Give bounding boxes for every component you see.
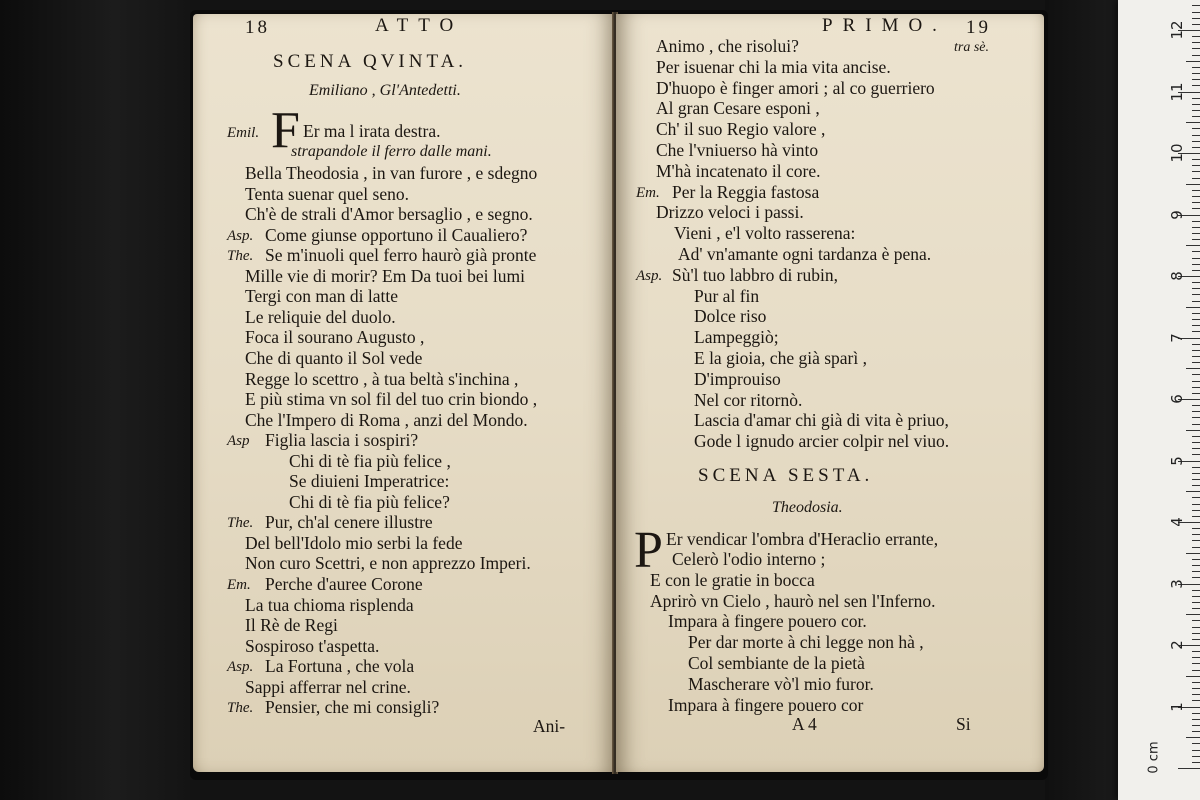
verse-line: Per la Reggia fastosa xyxy=(672,181,820,202)
ruler-tick xyxy=(1186,737,1200,738)
speaker-label: Em. xyxy=(636,184,660,201)
verse-line: Chi di tè fia più felice , xyxy=(289,450,451,471)
ruler-tick xyxy=(1192,110,1200,111)
right-page xyxy=(616,14,1044,772)
ruler-tick xyxy=(1192,48,1200,49)
first-verse-line: Er vendicar l'ombra d'Heraclio errante, xyxy=(666,529,939,549)
ruler-number: 8 xyxy=(1168,271,1186,281)
ruler-tick xyxy=(1192,313,1200,314)
ruler-tick xyxy=(1192,171,1200,172)
aside-direction: tra sè. xyxy=(954,40,989,55)
ruler-tick xyxy=(1192,85,1200,86)
ruler-tick xyxy=(1192,350,1200,351)
ruler-tick xyxy=(1192,700,1200,701)
verse-line: Per dar morte à chi legge non hà , xyxy=(688,632,924,653)
ruler-tick xyxy=(1192,448,1200,449)
verse-line: La Fortuna , che vola xyxy=(265,656,415,677)
ruler-tick xyxy=(1192,528,1200,529)
ruler-tick xyxy=(1192,233,1200,234)
speaker-label: The. xyxy=(227,700,254,717)
verse-line: Sospiroso t'aspetta. xyxy=(245,635,380,656)
ruler-tick xyxy=(1192,98,1200,99)
ruler-tick xyxy=(1192,504,1200,505)
ruler-unit-label: 0 cm xyxy=(1146,741,1162,774)
verse-line: Ch'è de strali d'Amor bersaglio , e segno. xyxy=(245,204,533,225)
scene-characters: Theodosia. xyxy=(772,499,843,516)
ruler-tick xyxy=(1192,356,1200,357)
measurement-ruler xyxy=(1118,0,1200,800)
verse-line: Bella Theodosia , in van furore , e sdegno xyxy=(245,163,538,183)
verse-line: D'huopo è finger amori ; al co guerriero xyxy=(656,77,935,98)
ruler-tick xyxy=(1192,24,1200,25)
scene-characters: Emiliano , Gl'Antedetti. xyxy=(309,82,461,99)
verse-line: Al gran Cesare esponi , xyxy=(656,98,820,119)
verse-line: Nel cor ritornò. xyxy=(694,389,803,410)
ruler-tick xyxy=(1192,239,1200,240)
ruler-tick xyxy=(1192,719,1200,720)
ruler-tick xyxy=(1186,61,1200,62)
ruler-tick xyxy=(1178,768,1200,769)
verse-line: Vieni , e'l volto rasserena: xyxy=(674,223,856,244)
ruler-tick xyxy=(1192,202,1200,203)
left-page xyxy=(193,14,615,772)
right-page-number: 19 xyxy=(966,17,991,38)
verse-line: M'hà incatenato il core. xyxy=(656,160,821,181)
ruler-tick xyxy=(1192,454,1200,455)
ruler-tick xyxy=(1192,417,1200,418)
ruler-tick xyxy=(1192,590,1200,591)
ruler-tick xyxy=(1186,245,1200,246)
ruler-tick xyxy=(1192,178,1200,179)
verse-line: D'improuiso xyxy=(694,368,781,389)
drop-cap-f: F xyxy=(271,102,300,159)
verse-line: Che di quanto il Sol vede xyxy=(245,347,423,368)
ruler-tick xyxy=(1192,319,1200,320)
ruler-tick xyxy=(1192,141,1200,142)
ruler-tick xyxy=(1192,725,1200,726)
ruler-tick xyxy=(1192,294,1200,295)
ruler-tick xyxy=(1192,387,1200,388)
verse-line: E più stima vn sol fil del tuo crin biondo , xyxy=(245,389,538,410)
verse-line: Se diuieni Imperatrice: xyxy=(289,471,450,492)
verse-line: Che l'vniuerso hà vinto xyxy=(656,140,819,160)
ruler-tick xyxy=(1192,547,1200,548)
verse-line: Sù'l tuo labbro di rubin, xyxy=(672,264,838,285)
ruler-tick xyxy=(1192,694,1200,695)
left-catchword: Ani- xyxy=(533,716,566,736)
ruler-number: 1 xyxy=(1168,701,1186,712)
scene-title-sesta: SCENA SESTA. xyxy=(698,465,874,486)
ruler-tick xyxy=(1192,344,1200,345)
ruler-tick xyxy=(1186,184,1200,185)
background-cloth-right xyxy=(1045,0,1120,800)
ruler-tick xyxy=(1192,405,1200,406)
ruler-tick xyxy=(1192,596,1200,597)
ruler-tick xyxy=(1192,467,1200,468)
ruler-tick xyxy=(1192,381,1200,382)
ruler-tick xyxy=(1192,633,1200,634)
verse-line: Drizzo veloci i passi. xyxy=(656,202,804,223)
verse-line: E con le gratie in bocca xyxy=(650,569,815,590)
ruler-tick xyxy=(1192,657,1200,658)
ruler-number: 5 xyxy=(1168,455,1186,466)
ruler-tick xyxy=(1192,750,1200,751)
verse-line: Il Rè de Regi xyxy=(245,615,338,636)
right-running-head: PRIMO. xyxy=(822,15,947,36)
verse-line: Ad' vn'amante ogni tardanza è pena. xyxy=(678,244,932,264)
verse-line: Pensier, che mi consigli? xyxy=(265,697,440,718)
ruler-tick xyxy=(1192,473,1200,474)
ruler-tick xyxy=(1192,196,1200,197)
verse-line: Chi di tè fia più felice? xyxy=(289,491,450,512)
verse-line: Col sembiante de la pietà xyxy=(688,653,865,673)
ruler-tick xyxy=(1192,258,1200,259)
ruler-tick xyxy=(1192,627,1200,628)
ruler-tick xyxy=(1192,5,1200,6)
scene-title-quinta: SCENA QVINTA. xyxy=(273,51,468,72)
ruler-tick xyxy=(1192,663,1200,664)
ruler-tick xyxy=(1186,676,1200,677)
ruler-tick xyxy=(1192,301,1200,302)
ruler-number: 6 xyxy=(1168,394,1186,404)
ruler-number: 2 xyxy=(1168,640,1186,650)
verse-line: E la gioia, che già sparì , xyxy=(694,348,867,368)
ruler-tick xyxy=(1192,79,1200,80)
ruler-tick xyxy=(1192,55,1200,56)
verse-line: Lampeggiò; xyxy=(694,327,779,348)
verse-line: Celerò l'odio interno ; xyxy=(672,549,826,569)
speaker-label: The. xyxy=(227,248,254,265)
ruler-tick xyxy=(1186,122,1200,123)
ruler-tick xyxy=(1186,430,1200,431)
ruler-tick xyxy=(1192,534,1200,535)
ruler-tick xyxy=(1192,12,1200,13)
ruler-tick xyxy=(1192,190,1200,191)
background-cloth-left xyxy=(0,0,190,800)
ruler-tick xyxy=(1192,73,1200,74)
ruler-number: 7 xyxy=(1168,332,1186,343)
ruler-tick xyxy=(1192,436,1200,437)
ruler-tick xyxy=(1192,639,1200,640)
ruler-tick xyxy=(1192,221,1200,222)
verse-line: Figlia lascia i sospiri? xyxy=(265,430,419,451)
ruler-tick xyxy=(1192,264,1200,265)
speaker-label: Asp xyxy=(227,433,250,450)
ruler-tick xyxy=(1192,713,1200,714)
verse-line: Sappi afferrar nel crine. xyxy=(245,676,411,697)
ruler-tick xyxy=(1192,743,1200,744)
ruler-tick xyxy=(1192,485,1200,486)
verse-line: Aprirò vn Cielo , haurò nel sen l'Inferno. xyxy=(650,590,936,611)
ruler-tick xyxy=(1192,688,1200,689)
verse-line: Mille vie di morir? Em Da tuoi bei lumi xyxy=(245,265,525,286)
ruler-tick xyxy=(1192,135,1200,136)
ruler-tick xyxy=(1192,565,1200,566)
ruler-tick xyxy=(1192,497,1200,498)
ruler-tick xyxy=(1192,282,1200,283)
ruler-number: 11 xyxy=(1168,81,1186,102)
speaker-label: Asp. xyxy=(636,267,663,284)
ruler-tick xyxy=(1192,651,1200,652)
ruler-tick xyxy=(1192,479,1200,480)
ruler-tick xyxy=(1192,270,1200,271)
verse-line: Pur al fin xyxy=(694,285,760,306)
verse-line: Mascherare vò'l mio furor. xyxy=(688,673,874,694)
stage-direction: strapandole il ferro dalle mani. xyxy=(291,143,492,160)
speaker-label: Em. xyxy=(227,577,251,593)
ruler-tick xyxy=(1192,36,1200,37)
right-catchword: Si xyxy=(956,714,971,734)
ruler-tick xyxy=(1192,67,1200,68)
ruler-tick xyxy=(1192,516,1200,517)
ruler-tick xyxy=(1192,325,1200,326)
ruler-tick xyxy=(1192,602,1200,603)
verse-line: Gode l ignudo arcier colpir nel viuo. xyxy=(694,431,950,452)
ruler-tick xyxy=(1192,559,1200,560)
ruler-tick xyxy=(1192,128,1200,129)
verse-line: Perche d'auree Corone xyxy=(265,574,423,594)
ruler-tick xyxy=(1186,368,1200,369)
ruler-tick xyxy=(1192,620,1200,621)
verse-line: Impara à fingere pouero cor xyxy=(668,694,864,715)
verse-line: Animo , che risolui? xyxy=(656,36,799,56)
ruler-tick xyxy=(1192,362,1200,363)
ruler-tick xyxy=(1192,42,1200,43)
ruler-tick xyxy=(1192,165,1200,166)
ruler-tick xyxy=(1192,682,1200,683)
verse-line: Ch' il suo Regio valore , xyxy=(656,119,826,140)
verse-line: Pur, ch'al cenere illustre xyxy=(265,512,433,533)
ruler-tick xyxy=(1192,331,1200,332)
ruler-tick xyxy=(1192,116,1200,117)
verse-line: Tergi con man di latte xyxy=(245,286,398,307)
ruler-tick xyxy=(1192,424,1200,425)
verse-line: Non curo Scettri, e non apprezzo Imperi. xyxy=(245,553,531,574)
ruler-tick xyxy=(1186,553,1200,554)
ruler-tick xyxy=(1192,577,1200,578)
ruler-tick xyxy=(1192,288,1200,289)
verse-line: Foca il sourano Augusto , xyxy=(245,327,425,348)
verse-line: Le reliquie del duolo. xyxy=(245,306,396,327)
verse-line: Come giunse opportuno il Caualiero? xyxy=(265,224,528,245)
ruler-tick xyxy=(1192,571,1200,572)
verse-line: Per isuenar chi la mia vita ancise. xyxy=(656,56,891,77)
ruler-tick xyxy=(1192,393,1200,394)
ruler-tick xyxy=(1192,251,1200,252)
drop-cap-p: P xyxy=(634,522,663,579)
ruler-tick xyxy=(1192,18,1200,19)
verse-line: Che l'Impero di Roma , anzi del Mondo. xyxy=(245,409,528,430)
verse-line: Se m'inuoli quel ferro haurò già pronte xyxy=(265,245,537,266)
ruler-tick xyxy=(1192,442,1200,443)
speaker-label: Asp. xyxy=(227,227,254,244)
ruler-number: 4 xyxy=(1168,517,1186,527)
ruler-number: 10 xyxy=(1168,143,1186,163)
speaker-label: Emil. xyxy=(227,125,260,141)
ruler-tick xyxy=(1186,491,1200,492)
ruler-number: 9 xyxy=(1168,209,1186,220)
ruler-number: 12 xyxy=(1168,20,1186,40)
left-running-head: ATTO xyxy=(375,15,464,36)
ruler-tick xyxy=(1192,227,1200,228)
ruler-tick xyxy=(1192,756,1200,757)
speaker-label: The. xyxy=(227,515,254,532)
ruler-tick xyxy=(1192,159,1200,160)
verse-line: Regge lo scettro , à tua beltà s'inchina , xyxy=(245,368,519,389)
signature-mark: A 4 xyxy=(792,714,817,734)
ruler-tick xyxy=(1192,104,1200,105)
ruler-tick xyxy=(1192,510,1200,511)
ruler-tick xyxy=(1192,147,1200,148)
verse-line: Dolce riso xyxy=(694,306,767,327)
ruler-tick xyxy=(1192,762,1200,763)
verse-line: Del bell'Idolo mio serbi la fede xyxy=(245,532,463,553)
verse-line: Impara à fingere pouero cor. xyxy=(668,611,867,632)
speaker-label: Asp. xyxy=(227,659,254,676)
ruler-tick xyxy=(1192,608,1200,609)
verse-line: La tua chioma risplenda xyxy=(245,594,414,615)
verse-line: Tenta suenar quel seno. xyxy=(245,183,409,204)
ruler-tick xyxy=(1192,411,1200,412)
ruler-tick xyxy=(1192,670,1200,671)
ruler-tick xyxy=(1192,731,1200,732)
ruler-tick xyxy=(1186,307,1200,308)
ruler-tick xyxy=(1192,374,1200,375)
first-verse-line: Er ma l irata destra. xyxy=(303,121,441,141)
left-page-number: 18 xyxy=(245,17,270,38)
ruler-tick xyxy=(1186,614,1200,615)
verse-line: Lascia d'amar chi già di vita è priuo, xyxy=(694,410,949,431)
ruler-tick xyxy=(1192,540,1200,541)
ruler-tick xyxy=(1192,208,1200,209)
ruler-number: 3 xyxy=(1168,578,1186,589)
